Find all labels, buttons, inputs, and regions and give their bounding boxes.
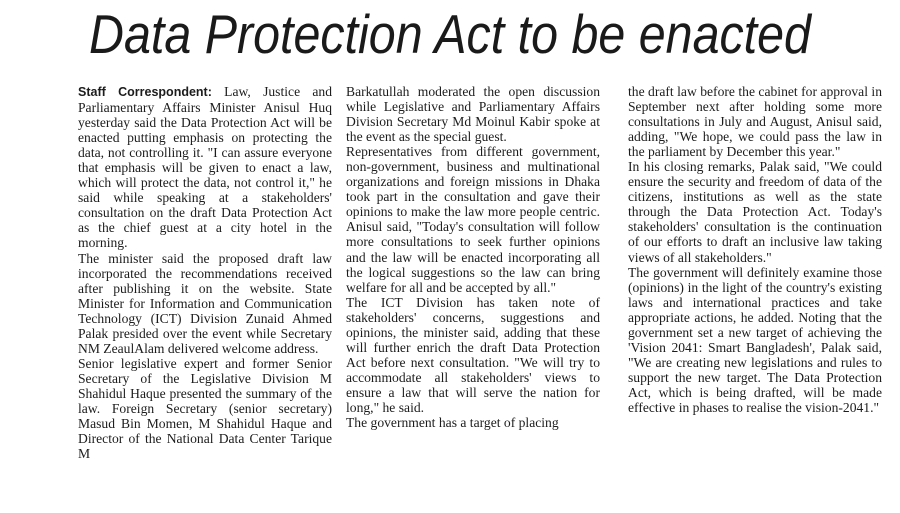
article-column-2 [346, 84, 600, 430]
article-paragraph [78, 84, 332, 251]
article-paragraph: Barkatullah moderated the open discussion while Legislative and Parliamentary Affairs Division Secretary Md Moinul Kabir spoke at the event as the special guest. [346, 84, 600, 145]
article-paragraph: The government will definitely examine those (opinions) in the light of the country's existing laws and international practices and take appropriate actions, he added. Noting that the government set a new target of achieving the 'Vision 2041: Smart Bangladesh', Palak said, "We are creating new legislations and rules to support the new target. The Data Protection Act, which is being drafted, will be made effective in phases to realise the vision-2041." [628, 264, 882, 415]
byline: Staff Correspondent: [78, 85, 212, 99]
article-paragraph: The minister said the proposed draft law incorporated the recommendations received after publishing it on the website. State Minister for Information and Communication Technology (ICT) Division Zunaid Ahmed Palak presided over the event while Secretary NM ZeaulAlam delivered welcome address. [78, 250, 332, 356]
article-column-3 [628, 84, 882, 415]
headline: Data Protection Act to be enacted [89, 3, 811, 65]
article-paragraph: The ICT Division has taken note of stakeholders' concerns, suggestions and opinions, the minister said, adding that these will further enrich the draft Data Protection Act before next consultation. "We will try to accommodate all stakeholders' views to ensure a law that will serve the nation for long," he said. [346, 294, 600, 415]
article-paragraph: The government has a target of placing [346, 415, 559, 431]
article-paragraph: the draft law before the cabinet for approval in September next after holding some more consultations in July and August, Anisul said, adding, "We hope, we could pass the law in the parliament by December this year." [628, 84, 882, 160]
article-column-1 [78, 84, 332, 461]
article-paragraph: Representatives from different government, non-government, business and multinational organizations and foreign missions in Dhaka took part in the consultation and gave their opinions to make the law more people centric. Anisul said, "Today's consultation will follow more consultations to seek further opinions and the law will be enacted incorporating all the logical suggestions so the law can bring welfare for all and be accepted by all." [346, 144, 600, 295]
paragraph-text: Law, Justice and Parliamentary Affairs Minister Anisul Huq yesterday said the Data Protection Act will be enacted putting emphasis on protecting the data, not controlling it. "I can assure everyone that emphasis will be given to enact a law, which will protect the data, not control it," he said while speaking at a stakeholders' consultation on the draft Data Protection Act as the chief guest at a city hotel in the morning. [78, 84, 332, 251]
article-paragraph: In his closing remarks, Palak said, "We could ensure the security and freedom of data of the citizens, institutions as well as the state through the Data Protection Act. Today's stakeholders' consultation is the continuation of our efforts to draft an inclusive law taking views of all stakeholders." [628, 159, 882, 265]
article-paragraph: Senior legislative expert and former Senior Secretary of the Legislative Division M Shahidul Haque presented the summary of the law. Foreign Secretary (senior secretary) Masud Bin Momen, M Shahidul Haque and Director of the National Data Center Tarique M [78, 355, 332, 462]
